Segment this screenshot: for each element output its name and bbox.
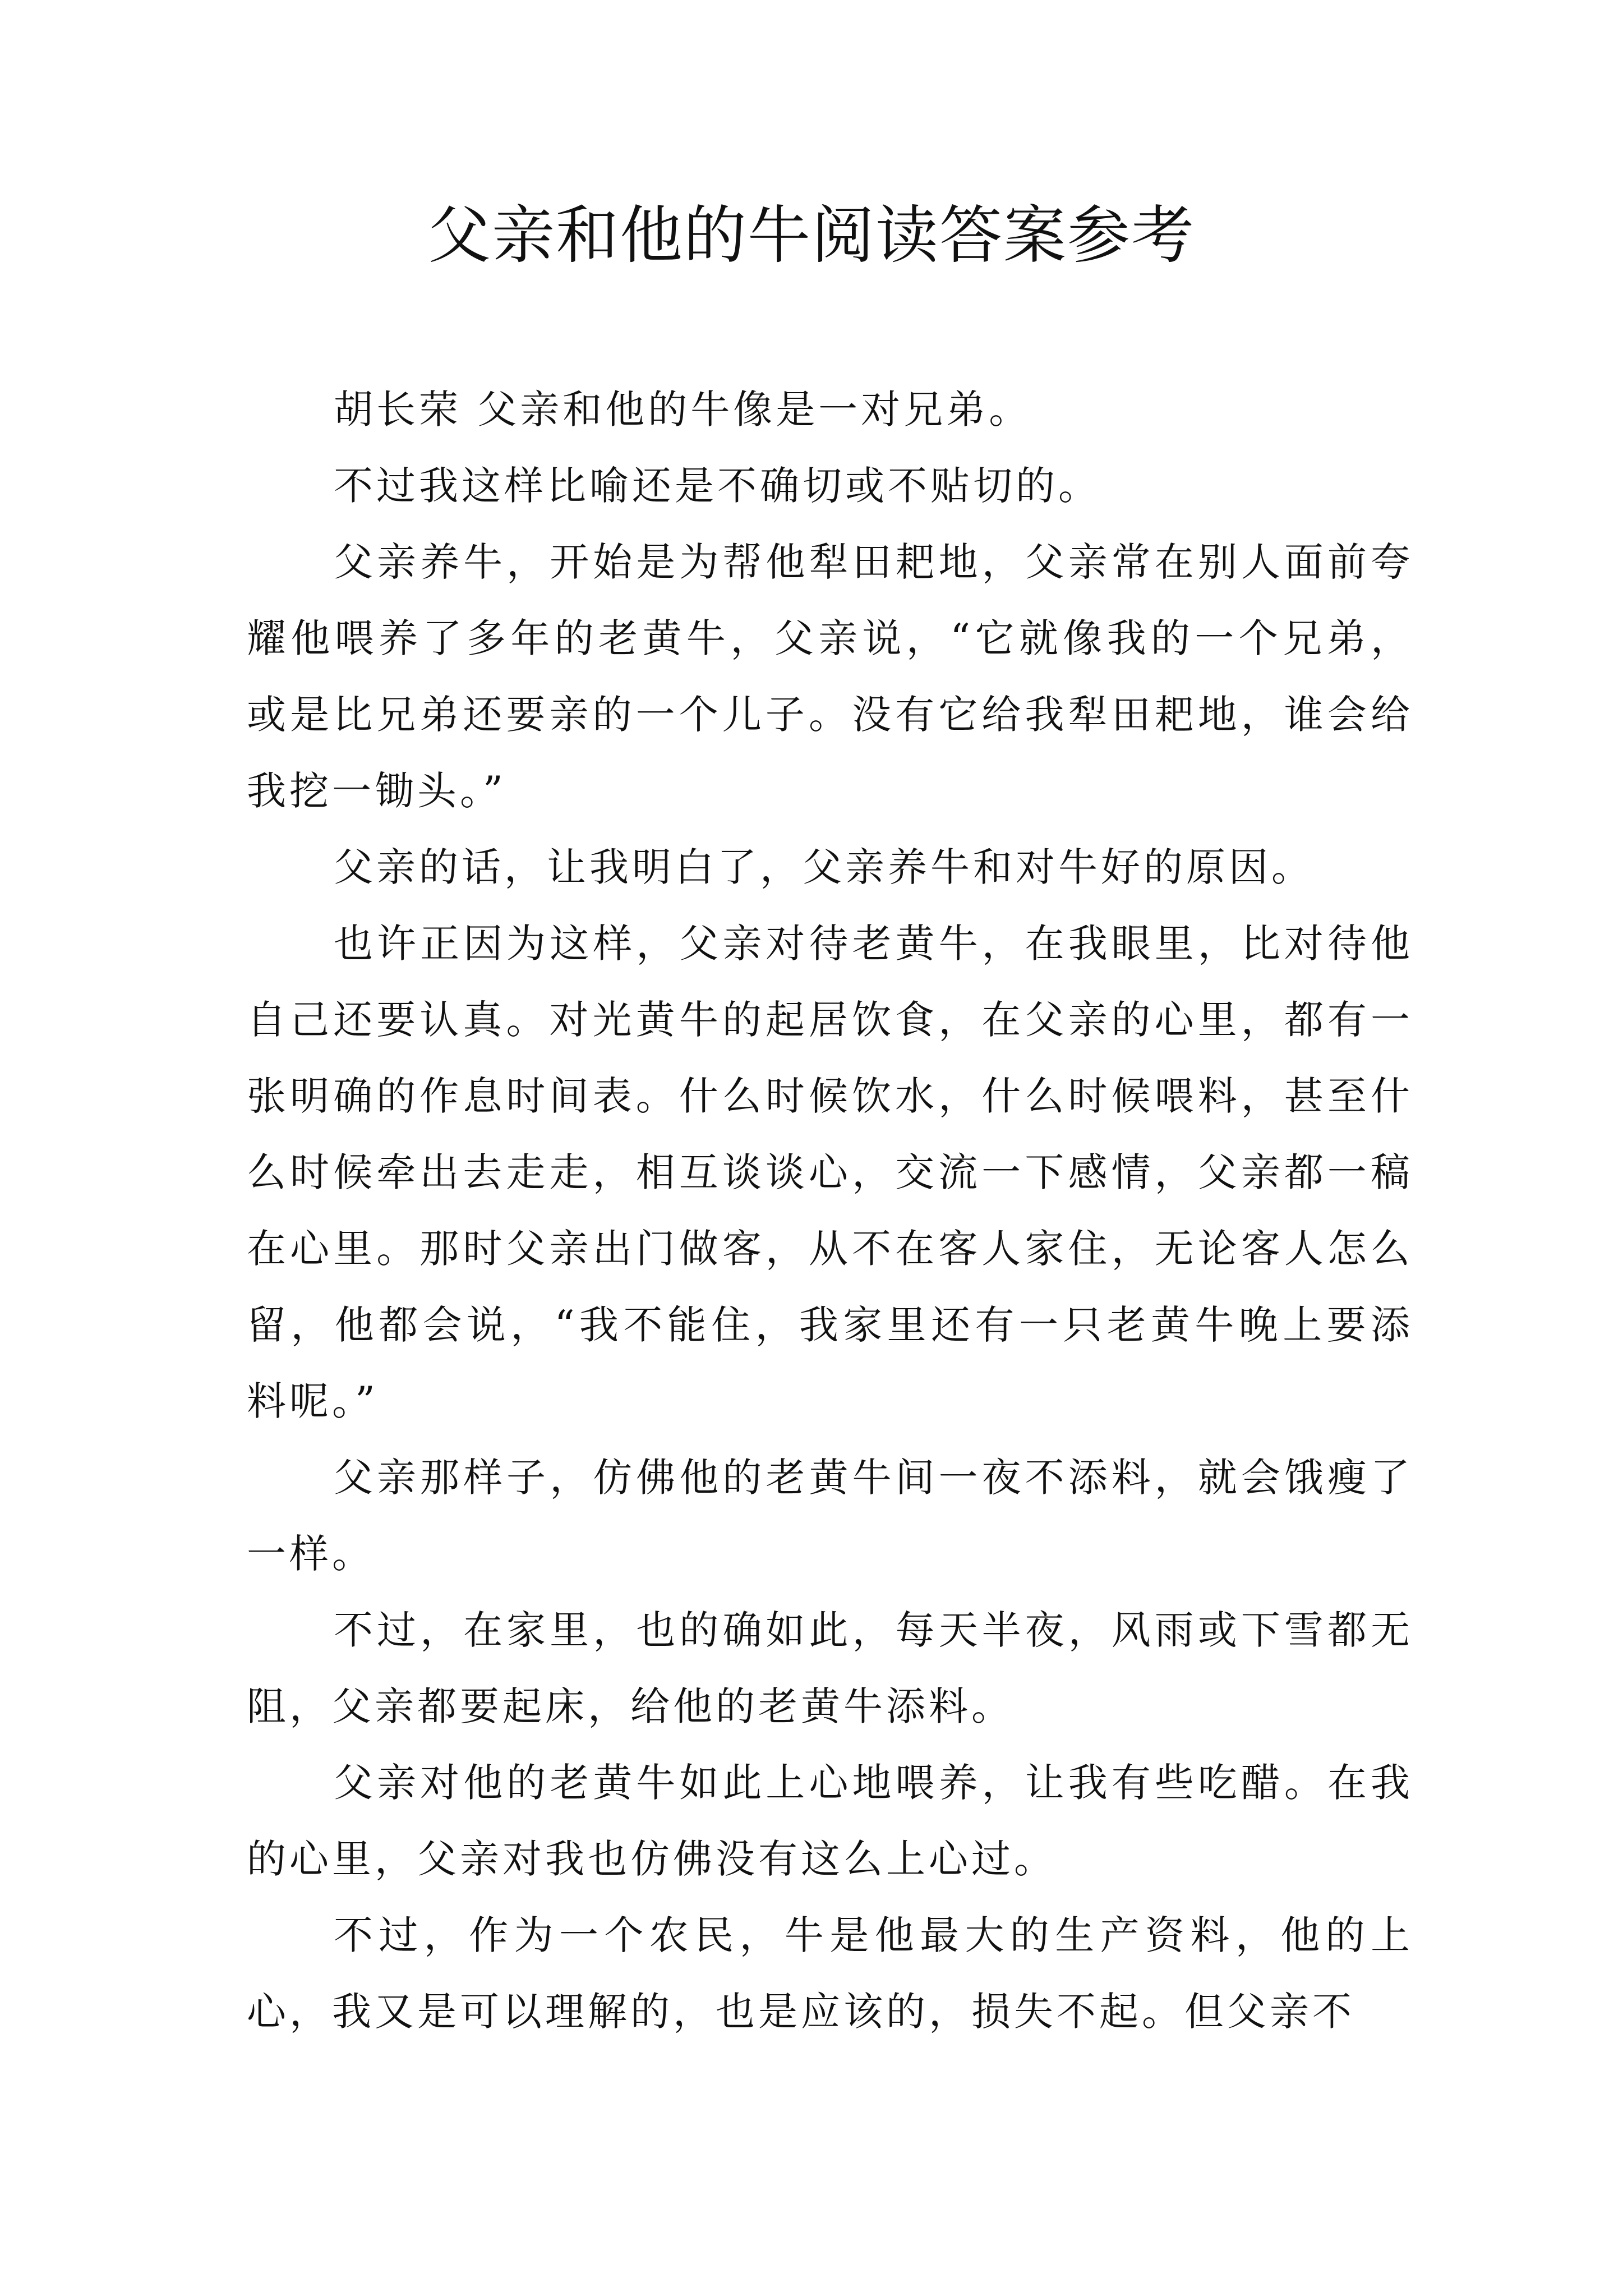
paragraph: 不过，在家里，也的确如此，每天半夜，风雨或下雪都无阻，父亲都要起床，给他的老黄牛添料。 — [247, 1607, 1413, 1729]
paragraph: 父亲对他的老黄牛如此上心地喂养，让我有些吃醋。在我的心里，父亲对我也仿佛没有这么上心过。 — [247, 1760, 1413, 1882]
paragraph: 父亲的话，让我明白了，父亲养牛和对牛好的原因。 — [334, 844, 1314, 890]
paragraph: 父亲养牛，开始是为帮他犁田耙地，父亲常在别人面前夸耀他喂养了多年的老黄牛，父亲说，“它就像我的一个兄弟，或是比兄弟还要亲的一个儿子。没有它给我犁田耙地，谁会给我挖一锄头。” — [247, 539, 1413, 814]
paragraph: 也许正因为这样，父亲对待老黄牛，在我眼里，比对待他自己还要认真。对光黄牛的起居饮食，在父亲的心里，都有一张明确的作息时间表。什么时候饮水，什么时候喂料，甚至什么时候牵出去走走，相互谈谈心，交流一下感情，父亲都一稿在心里。那时父亲出门做客，从不在客人家住，无论客人怎么留，他都会说，“我不能住，我家里还有一只老黄牛晚上要添料呢。” — [247, 921, 1413, 1424]
paragraph: 不过，作为一个农民，牛是他最大的生产资料，他的上心，我又是可以理解的，也是应该的，损失不起。但父亲不 — [247, 1912, 1413, 2035]
document-title: 父亲和他的牛阅读答案参考 — [428, 199, 1195, 272]
paragraph: 胡长荣 父亲和他的牛像是一对兄弟。 — [334, 386, 1032, 432]
paragraph: 父亲那样子，仿佛他的老黄牛间一夜不添料，就会饿瘦了一样。 — [247, 1455, 1413, 1577]
document-body — [247, 371, 1413, 2050]
paragraph: 不过我这样比喻还是不确切或不贴切的。 — [334, 463, 1101, 509]
